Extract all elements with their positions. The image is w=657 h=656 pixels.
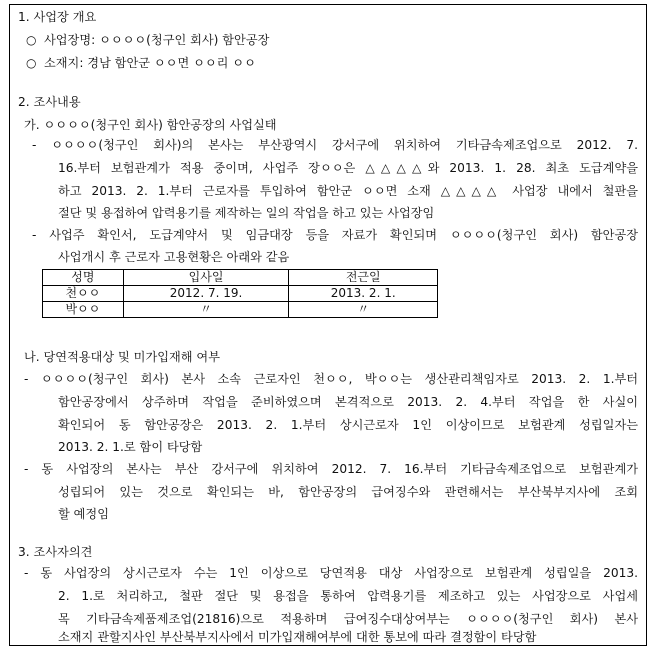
table-cell: 〃 [123, 302, 289, 318]
table-cell: 〃 [289, 302, 438, 318]
circle-bullet-icon: ○ [26, 56, 37, 70]
paragraph-line: - 동 사업장의 상시근로자 수는 1인 이상으로 당연적용 대상 사업장으로 보험관계 성립일을 2013. [24, 566, 638, 580]
employee-table [42, 269, 438, 318]
paragraph-line: 16.부터 보험관계가 적용 중이며, 사업주 장ㅇㅇ은 △△△△와 2013. 1. 28. 최초 도급계약을 [58, 161, 638, 175]
paragraph-line: 하고 2013. 2. 1.부터 근로자를 투입하여 함안군 ㅇㅇ면 소재 △△△△ 사업장 내에서 철판을 [58, 184, 638, 198]
section-1-heading: 1. 사업장 개요 [18, 10, 97, 24]
table-cell: 박ㅇㅇ [43, 302, 124, 318]
paragraph-line: - 동 사업장의 본사는 부산 강서구에 위치하여 2012. 7. 16.부터 기타금속제조업으로 보험관계가 [24, 462, 638, 476]
business-name-text: 사업장명: ㅇㅇㅇㅇ(청구인 회사) 함안공장 [44, 33, 270, 47]
section-3-heading: 3. 조사자의견 [18, 545, 93, 559]
paragraph-line: 2013. 2. 1.로 함이 타당함 [58, 440, 203, 454]
section-2-heading: 2. 조사내용 [18, 95, 81, 109]
paragraph-line: 성립되어 있는 것으로 확인되는 바, 함안공장의 급여징수와 관련해서는 부산북부지사에 조회 [58, 485, 638, 499]
paragraph-line: 절단 및 용접하여 압력용기를 제작하는 일의 작업을 하고 있는 사업장임 [58, 206, 435, 220]
paragraph-line: 확인되어 동 함안공장은 2013. 2. 1.부터 상시근로자 1인 이상이므로 보험관계 성립일자는 [58, 418, 638, 432]
table-cell: 2013. 2. 1. [289, 286, 438, 302]
table-header-cell: 입사일 [123, 270, 289, 286]
table-cell: 천ㅇㅇ [43, 286, 124, 302]
paragraph-line: 소재지 관할지사인 부산북부지사에서 미가입재해여부에 대한 통보에 따라 결정함이 타당함 [58, 630, 537, 644]
document-page [9, 4, 647, 646]
paragraph-line: 사업개시 후 근로자 고용현황은 아래와 같음 [58, 250, 290, 264]
subsection-a-heading: 가. ㅇㅇㅇㅇ(청구인 회사) 함안공장의 사업실태 [24, 118, 277, 132]
paragraph-line: 목 기타금속제품제조업(21816)으로 적용하며 급여징수대상여부는 ㅇㅇㅇㅇ(청구인 회사) 본사 [58, 612, 638, 626]
location-text: 소재지: 경남 함안군 ㅇㅇ면 ㅇㅇ리 ㅇㅇ [44, 56, 256, 70]
paragraph-line: - 사업주 확인서, 도급계약서 및 임금대장 등을 자료가 확인되며 ㅇㅇㅇㅇ(청구인 회사) 함안공장 [32, 228, 638, 242]
paragraph-line: 2. 1.로 처리하고, 철판 절단 및 용접을 통하여 압력용기를 제조하고 있는 사업장으로 사업세 [58, 589, 638, 603]
business-name-item [26, 32, 269, 48]
circle-bullet-icon: ○ [26, 33, 37, 47]
paragraph-line: 할 예정임 [58, 507, 109, 521]
table-row [43, 302, 438, 318]
paragraph-line: 함안공장에서 상주하며 작업을 준비하였으며 본격적으로 2013. 2. 4.부터 작업을 한 사실이 [58, 395, 638, 409]
table-header-row [43, 270, 438, 286]
table-row [43, 286, 438, 302]
location-item [26, 55, 256, 71]
table-header-cell: 전근일 [289, 270, 438, 286]
subsection-b-heading: 나. 당연적용대상 및 미가입재해 여부 [24, 350, 220, 364]
table-cell: 2012. 7. 19. [123, 286, 289, 302]
paragraph-line: - ㅇㅇㅇㅇ(청구인 회사) 본사 소속 근로자인 천ㅇㅇ, 박ㅇㅇ는 생산관리책임자로 2013. 2. 1.부터 [24, 372, 638, 386]
paragraph-line: - ㅇㅇㅇㅇ(청구인 회사)의 본사는 부산광역시 강서구에 위치하여 기타금속제조업으로 2012. 7. [32, 138, 638, 152]
table-header-cell: 성명 [43, 270, 124, 286]
